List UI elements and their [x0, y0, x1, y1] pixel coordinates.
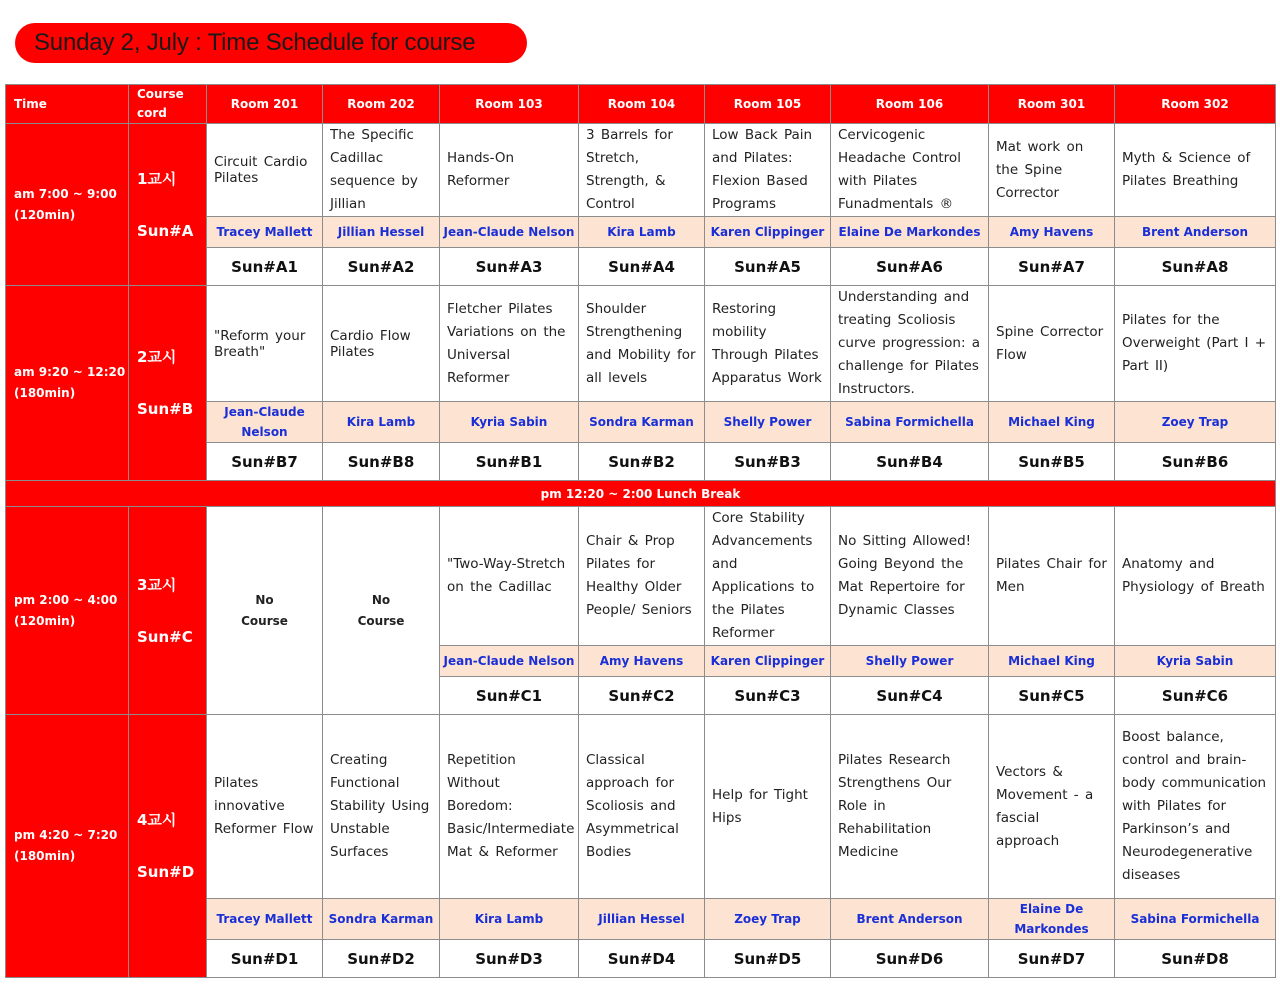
period-time: [6, 715, 129, 978]
course-instructor[interactable]: Shelly Power: [831, 646, 989, 677]
course-code: Sun#A5: [705, 248, 831, 286]
header-course-cord-line1: Course: [137, 87, 184, 101]
course-title[interactable]: Cardio Flow Pilates: [323, 286, 440, 402]
course-code: Sun#B6: [1115, 443, 1276, 481]
course-code: Sun#D4: [579, 940, 705, 978]
course-code: Sun#D7: [989, 940, 1115, 978]
course-code: Sun#B8: [323, 443, 440, 481]
schedule-table: [5, 84, 1276, 978]
period-title-row: [6, 286, 1276, 402]
course-code: Sun#B4: [831, 443, 989, 481]
header-room: Room 103: [440, 85, 579, 124]
course-instructor[interactable]: Amy Havens: [989, 217, 1115, 248]
course-title[interactable]: Shoulder Strengthening and Mobility for all levels: [579, 286, 705, 402]
course-title[interactable]: The Specific Cadillac sequence by Jillian: [323, 124, 440, 217]
period-number: 2교시: [137, 348, 177, 366]
course-code: Sun#A2: [323, 248, 440, 286]
course-instructor[interactable]: Michael King: [989, 646, 1115, 677]
course-instructor[interactable]: Kira Lamb: [440, 899, 579, 940]
page-title-banner: [15, 23, 527, 63]
course-code: Sun#D6: [831, 940, 989, 978]
course-instructor[interactable]: Jean-Claude Nelson: [440, 217, 579, 248]
course-instructor[interactable]: Sabina Formichella: [831, 402, 989, 443]
period-code: Sun#A: [137, 221, 194, 240]
course-instructor[interactable]: Jean-Claude Nelson: [207, 402, 323, 443]
period-time-range: am 7:00 ~ 9:00: [14, 186, 117, 201]
header-room: Room 106: [831, 85, 989, 124]
period-time-range: pm 2:00 ~ 4:00: [14, 592, 118, 607]
period-duration: (180min): [14, 849, 76, 863]
course-instructor[interactable]: Brent Anderson: [831, 899, 989, 940]
period-duration: (120min): [14, 613, 76, 628]
course-instructor[interactable]: Karen Clippinger: [705, 217, 831, 248]
header-room: Room 202: [323, 85, 440, 124]
header-room: Room 104: [579, 85, 705, 124]
period-gap: [137, 833, 206, 859]
course-code: Sun#B3: [705, 443, 831, 481]
course-instructor[interactable]: Karen Clippinger: [705, 646, 831, 677]
course-title[interactable]: Boost balance, control and brain-body communication with Pilates for Parkinson’s and Neurodegenerative diseases: [1115, 715, 1276, 899]
course-code: Sun#A3: [440, 248, 579, 286]
course-instructor[interactable]: Sondra Karman: [323, 899, 440, 940]
course-instructor[interactable]: Jillian Hessel: [323, 217, 440, 248]
course-instructor[interactable]: Zoey Trap: [705, 899, 831, 940]
course-code: Sun#C4: [831, 677, 989, 715]
header-room: Room 105: [705, 85, 831, 124]
period-time: [6, 507, 129, 715]
course-title[interactable]: Core Stability Advancements and Applications to the Pilates Reformer: [705, 507, 831, 646]
course-instructor[interactable]: Michael King: [989, 402, 1115, 443]
course-code: Sun#A6: [831, 248, 989, 286]
period-time-range: pm 4:20 ~ 7:20: [14, 828, 118, 842]
period-duration: (120min): [14, 207, 76, 222]
course-instructor[interactable]: Brent Anderson: [1115, 217, 1276, 248]
course-title[interactable]: Cervicogenic Headache Control with Pilates Funadmentals ®: [831, 124, 989, 217]
course-title[interactable]: "Reform your Breath": [207, 286, 323, 402]
schedule-body: [6, 85, 1276, 978]
period-gap: [137, 598, 206, 624]
period-gap: [137, 192, 206, 218]
course-title[interactable]: Spine Corrector Flow: [989, 286, 1115, 402]
course-instructor[interactable]: Shelly Power: [705, 402, 831, 443]
course-code: Sun#D5: [705, 940, 831, 978]
course-code: Sun#A4: [579, 248, 705, 286]
header-course-cord: [129, 85, 207, 124]
period-code: Sun#C: [137, 627, 193, 646]
period-label: [129, 286, 207, 481]
course-title[interactable]: Pilates for the Overweight (Part I + Part II): [1115, 286, 1276, 402]
course-instructor[interactable]: Zoey Trap: [1115, 402, 1276, 443]
course-instructor[interactable]: Kyria Sabin: [440, 402, 579, 443]
period-time: [6, 124, 129, 286]
course-instructor[interactable]: Tracey Mallett: [207, 899, 323, 940]
course-title[interactable]: Circuit Cardio Pilates: [207, 124, 323, 217]
course-instructor[interactable]: Jillian Hessel: [579, 899, 705, 940]
course-title[interactable]: Anatomy and Physiology of Breath: [1115, 507, 1276, 646]
course-code: Sun#A7: [989, 248, 1115, 286]
course-code: Sun#C3: [705, 677, 831, 715]
course-title[interactable]: Classical approach for Scoliosis and Asymmetrical Bodies: [579, 715, 705, 899]
course-instructor[interactable]: Elaine De Markondes: [989, 899, 1115, 940]
no-course-line1: No: [371, 592, 391, 607]
no-course-line2: Course: [241, 613, 288, 628]
course-title[interactable]: Restoring mobility Through Pilates Apparatus Work: [705, 286, 831, 402]
course-title[interactable]: Vectors & Movement - a fascial approach: [989, 715, 1115, 899]
course-code: Sun#B1: [440, 443, 579, 481]
course-title[interactable]: Mat work on the Spine Corrector: [989, 124, 1115, 217]
course-code: Sun#A8: [1115, 248, 1276, 286]
course-code: Sun#C5: [989, 677, 1115, 715]
course-code: Sun#D8: [1115, 940, 1276, 978]
no-course-line1: No: [255, 592, 274, 607]
page-title: Sunday 2, July : Time Schedule for course: [34, 29, 476, 56]
lunch-break: pm 12:20 ~ 2:00 Lunch Break: [6, 481, 1276, 507]
period-code: Sun#B: [137, 400, 194, 418]
header-row: [6, 85, 1276, 124]
no-course-cell: [207, 507, 323, 715]
course-code: Sun#B5: [989, 443, 1115, 481]
course-code: Sun#C6: [1115, 677, 1276, 715]
course-instructor[interactable]: Kira Lamb: [323, 402, 440, 443]
course-code: Sun#C2: [579, 677, 705, 715]
course-code: Sun#B7: [207, 443, 323, 481]
header-time: Time: [6, 85, 129, 124]
course-title[interactable]: Repetition Without Boredom: Basic/Intermediate Mat & Reformer: [440, 715, 579, 899]
course-instructor[interactable]: Elaine De Markondes: [831, 217, 989, 248]
no-course-line2: Course: [357, 613, 405, 628]
course-instructor[interactable]: Tracey Mallett: [207, 217, 323, 248]
header-room: Room 301: [989, 85, 1115, 124]
course-code: Sun#D3: [440, 940, 579, 978]
course-title[interactable]: Understanding and treating Scoliosis curve progression: a challenge for Pilates Instructors.: [831, 286, 989, 402]
period-title-row: [6, 507, 1276, 646]
course-code: Sun#B2: [579, 443, 705, 481]
period-number: 4교시: [137, 811, 177, 829]
header-room: Room 201: [207, 85, 323, 124]
course-instructor[interactable]: Amy Havens: [579, 646, 705, 677]
course-code: Sun#A1: [207, 248, 323, 286]
lunch-break-row: [6, 481, 1276, 507]
course-title[interactable]: 3 Barrels for Stretch, Strength, & Control: [579, 124, 705, 217]
course-title[interactable]: Hands-On Reformer: [440, 124, 579, 217]
course-instructor[interactable]: Kira Lamb: [579, 217, 705, 248]
course-title[interactable]: Chair & Prop Pilates for Healthy Older People/ Seniors: [579, 507, 705, 646]
period-code: Sun#D: [137, 863, 195, 881]
period-label: [129, 507, 207, 715]
period-time: [6, 286, 129, 481]
header-room: Room 302: [1115, 85, 1276, 124]
course-title[interactable]: Low Back Pain and Pilates: Flexion Based Programs: [705, 124, 831, 217]
period-label: [129, 124, 207, 286]
no-course-cell: [323, 507, 440, 715]
course-title[interactable]: "Two-Way-Stretch on the Cadillac: [440, 507, 579, 646]
period-title-row: [6, 124, 1276, 217]
course-code: Sun#C1: [440, 677, 579, 715]
period-number: 1교시: [137, 169, 177, 188]
course-title[interactable]: Myth & Science of Pilates Breathing: [1115, 124, 1276, 217]
course-code: Sun#D1: [207, 940, 323, 978]
course-code: Sun#D2: [323, 940, 440, 978]
course-title[interactable]: Fletcher Pilates Variations on the Universal Reformer: [440, 286, 579, 402]
course-instructor[interactable]: Sondra Karman: [579, 402, 705, 443]
course-title[interactable]: Pilates Research Strengthens Our Role in Rehabilitation Medicine: [831, 715, 989, 899]
period-time-range: am 9:20 ~ 12:20: [14, 365, 126, 379]
course-title[interactable]: Creating Functional Stability Using Unstable Surfaces: [323, 715, 440, 899]
period-title-row: [6, 715, 1276, 899]
course-title[interactable]: No Sitting Allowed! Going Beyond the Mat Repertoire for Dynamic Classes: [831, 507, 989, 646]
period-gap: [137, 370, 206, 396]
period-label: [129, 715, 207, 978]
course-title[interactable]: Pilates Chair for Men: [989, 507, 1115, 646]
course-instructor[interactable]: Kyria Sabin: [1115, 646, 1276, 677]
header-course-cord-line2: cord: [137, 106, 167, 120]
course-title[interactable]: Pilates innovative Reformer Flow: [207, 715, 323, 899]
period-duration: (180min): [14, 386, 76, 400]
course-instructor[interactable]: Sabina Formichella: [1115, 899, 1276, 940]
course-instructor[interactable]: Jean-Claude Nelson: [440, 646, 579, 677]
period-number: 3교시: [137, 575, 177, 594]
course-title[interactable]: Help for Tight Hips: [705, 715, 831, 899]
